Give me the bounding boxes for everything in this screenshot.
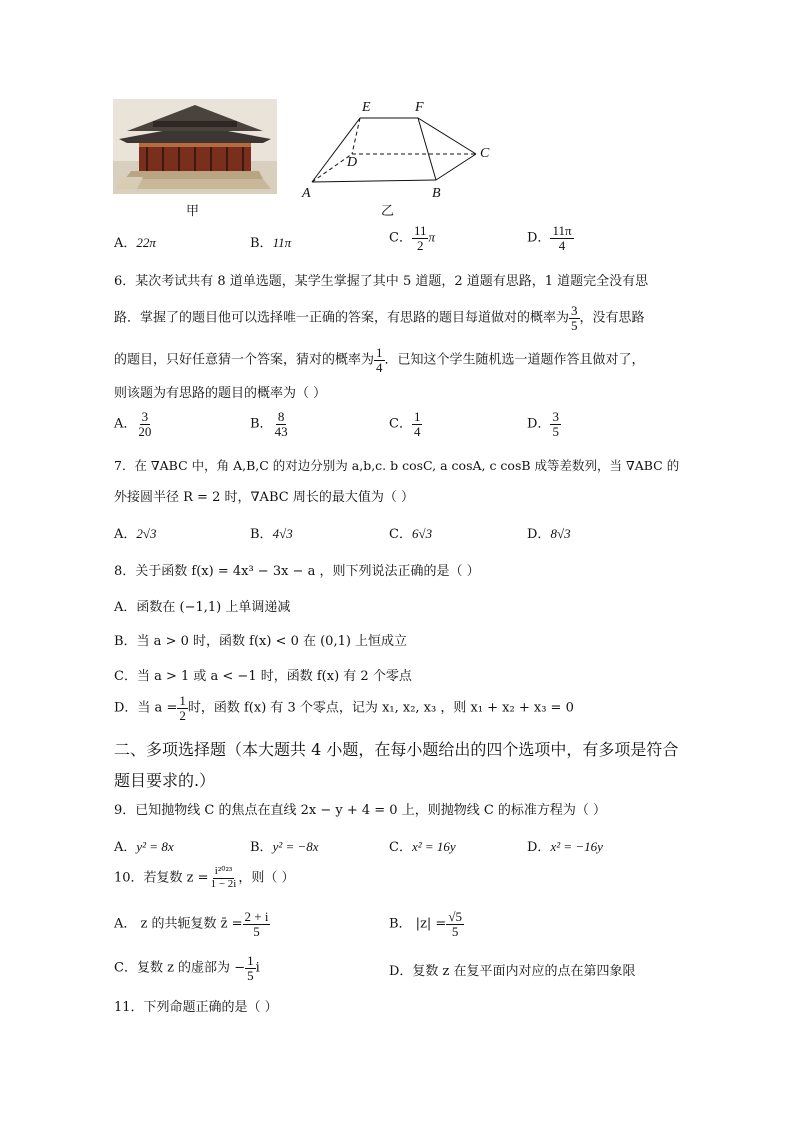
q7-line-1: 7．在 ∇ABC 中，角 A,B,C 的对边分别为 a,b,c. b cosC, a cosA, c cosB 成等差数列，当 ∇ABC 的 — [114, 458, 680, 473]
q5-option-d: D． $\frac{11\pi}{4}$ — [527, 223, 572, 253]
q7-option-a: A．2√3 — [114, 526, 157, 542]
point-label-d: D — [347, 155, 358, 170]
q10-option-a: A． z 的共轭复数 z̄ = $\frac{2 + i}{5}$ — [114, 909, 269, 939]
point-label-c: C — [480, 146, 490, 161]
geometry-figure — [296, 98, 506, 208]
q8-option-a: A．函数在 (−1,1) 上单调递减 — [114, 600, 291, 615]
q6-option-b: B． $\frac{8}{43}$ — [250, 409, 288, 439]
q6-option-d: D． $\frac{3}{5}$ — [527, 409, 559, 439]
q9-stem: 9．已知抛物线 C 的焦点在直线 2x − y + 4 = 0 上，则抛物线 C 的标准方程为（ ） — [114, 803, 607, 818]
section-2-heading: 二、多项选择题（本大题共 4 小题，在每小题给出的四个选项中，有多项是符合 — [114, 740, 679, 759]
q10-option-d: D．复数 z 在复平面内对应的点在第四象限 — [389, 964, 636, 979]
q9-option-a: A．y² = 8x — [114, 839, 174, 855]
point-label-f: F — [415, 100, 424, 115]
q7-option-b: B．4√3 — [250, 526, 293, 542]
q8-option-c: C．当 a > 1 或 a < −1 时，函数 f(x) 有 2 个零点 — [114, 669, 412, 684]
figure-caption-jia: 甲 — [186, 204, 200, 219]
q6-option-a: A． $\frac{3}{20}$ — [114, 409, 152, 439]
q9-option-b: B．y² = −8x — [250, 839, 319, 855]
q6-option-c: C． $\frac{1}{4}$ — [389, 409, 421, 439]
q11-stem: 11．下列命题正确的是（ ） — [114, 1000, 278, 1015]
figure-caption-yi: 乙 — [381, 204, 395, 219]
q10-option-b: B． |z| = $\frac{√5}{5}$ — [389, 909, 462, 939]
q8-stem: 8．关于函数 f(x) = 4x³ − 3x − a ，则下列说法正确的是（ ） — [114, 564, 480, 579]
q6-line-2: 路．掌握了的题目他可以选择唯一正确的答案，有思路的题目每道做对的概率为 $\frac{3}{5}$ ，没有思路 — [114, 303, 645, 333]
q5-option-c: C． $\frac{11}{2}$ π — [389, 223, 435, 253]
q9-option-d: D．x² = −16y — [527, 839, 603, 855]
q8-option-b: B．当 a > 0 时，函数 f(x) < 0 在 (0,1) 上恒成立 — [114, 634, 408, 649]
q9-option-c: C．x² = 16y — [389, 839, 456, 855]
pavilion-image — [113, 99, 277, 194]
q7-line-2: 外接圆半径 R = 2 时，∇ABC 周长的最大值为（ ） — [114, 490, 414, 505]
q7-option-d: D．8√3 — [527, 526, 571, 542]
q10-stem: 10．若复数 z = $\frac{\text{i²⁰²³}}{1 - 2i}$ ，则（ ） — [114, 865, 295, 890]
q6-line-4: 则该题为有思路的题目的概率为（ ） — [114, 386, 327, 401]
q5-option-a: A．22π — [114, 235, 156, 251]
q5-option-b: B．11π — [250, 235, 292, 251]
point-label-a: A — [302, 186, 311, 201]
q6-line-1: 6．某次考试共有 8 道单选题，某学生掌握了其中 5 道题，2 道题有思路，1 道题完全没有思 — [114, 274, 649, 289]
point-label-b: B — [432, 186, 441, 201]
section-2-heading-cont: 题目要求的.） — [114, 771, 216, 790]
q10-option-c: C．复数 z 的虚部为 − $\frac{1}{5}$ i — [114, 953, 260, 983]
q8-option-d: D．当 a = $\frac{1}{2}$ 时，函数 f(x) 有 3 个零点，记为 x₁, x₂, x₃ ，则 x₁ + x₂ + x₃ = 0 — [114, 693, 574, 723]
q6-line-3: 的题目，只好任意猜一个答案，猜对的概率为 $\frac{1}{4}$ ．已知这个学生随机选一道题作答且做对了， — [114, 345, 645, 375]
point-label-e: E — [362, 100, 371, 115]
q7-option-c: C．6√3 — [389, 526, 433, 542]
